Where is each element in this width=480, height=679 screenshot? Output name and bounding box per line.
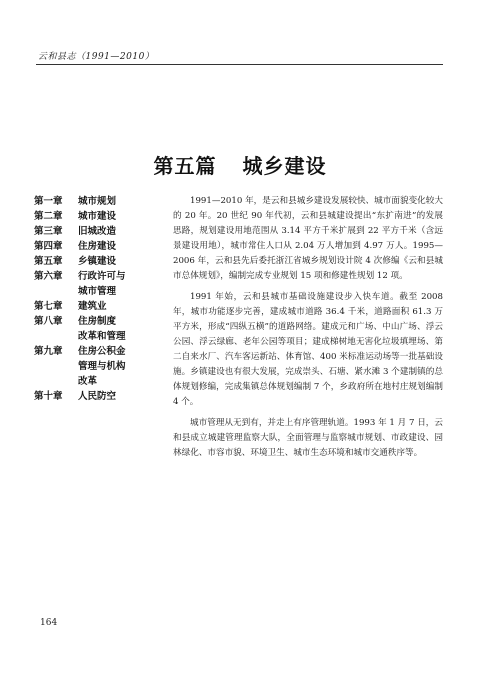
chapter-number (34, 329, 78, 344)
toc-row (34, 389, 174, 404)
toc-row (34, 239, 174, 254)
chapter-title: 管理与机构 (78, 361, 126, 372)
page-title (0, 150, 480, 179)
toc-row (34, 194, 174, 209)
chapter-number: 第九章 (34, 346, 63, 357)
chapter-title: 住房公积金 (78, 346, 126, 357)
toc-row (34, 359, 174, 374)
chapter-title: 住房建设 (78, 241, 117, 252)
toc-row (34, 314, 174, 329)
chapter-number: 第十章 (34, 391, 63, 402)
chapter-number: 第三章 (34, 226, 63, 237)
chapter-number: 第四章 (34, 241, 63, 252)
paragraph: 1991 年始，云和县城市基础设施建设步入快车道。截至 2008 年，城市功能逐步完善，建成城市道路 36.4 千米，道路面积 61.3 万平方米，形成“四纵五横”的道路网络。建成元和广场、中山广场、浮云公园、浮云绿廊、老年公园等项目；建成梯树地无害化垃圾填埋场、第二自来水厂、汽车客运新站、体育馆、400 米标准运动场等一批基础设施。乡镇建设也有很大发展，完成崇头、石塘、紧水滩 3 个建制镇的总体规划修编，完成集镇总体规划编制 7 个，乡政府所在地村庄规划编制 4 个。 (173, 292, 443, 407)
chapter-title: 城市管理 (78, 286, 117, 297)
toc-row (34, 329, 174, 344)
chapter-title: 住房制度 (78, 316, 117, 327)
header-rule (36, 64, 443, 65)
paragraph: 城市管理从无到有，并走上有序管理轨道。1993 年 1 月 7 日，云和县成立城建管理监察大队，全面管理与监察城市规划、市政建设、园林绿化、市容市貌、环境卫生、城市生态环境和城市交通秩序等。 (173, 418, 443, 458)
chapter-number (34, 359, 78, 374)
chapter-number: 第七章 (34, 301, 63, 312)
chapter-title: 人民防空 (78, 391, 117, 402)
part-number: 第五篇 (153, 154, 217, 178)
toc-row (34, 254, 174, 269)
chapter-title: 建筑业 (78, 301, 107, 312)
chapter-title: 改革 (78, 376, 98, 387)
chapter-number: 第一章 (34, 196, 63, 207)
toc-row (34, 284, 174, 299)
chapter-title: 旧城改造 (78, 226, 117, 237)
chapter-number: 第五章 (34, 256, 63, 267)
chapter-title: 城市规划 (78, 196, 117, 207)
toc-row (34, 269, 174, 284)
chapter-title: 行政许可与 (78, 271, 126, 282)
chapter-number (34, 284, 78, 299)
chapter-number: 第八章 (34, 316, 63, 327)
body-text (173, 194, 443, 467)
chapter-title: 城市建设 (78, 211, 117, 222)
chapter-title: 乡镇建设 (78, 256, 117, 267)
chapter-number: 第二章 (34, 211, 63, 222)
toc-row (34, 344, 174, 359)
chapter-title: 改革和管理 (78, 331, 126, 342)
chapter-list (34, 194, 174, 404)
page-number: 164 (40, 618, 58, 628)
toc-row (34, 299, 174, 314)
running-head: 云和县志（1991—2010） (38, 52, 155, 62)
paragraph: 1991—2010 年，是云和县城乡建设发展较快、城市面貌变化较大的 20 年。20 世纪 90 年代初，云和县城建设提出“东扩南进”的发展思路，规划建设用地范围从 3.14 平方千米扩展到 22 平方千米（含远景建设用地），城市常住人口从 2.04 万人增加到 4.97 万人。1995—2006 年，云和县先后委托浙江省城乡规划设计院 4 次修编《云和县城市总体规划》，编制完成专业规划 15 项和修建性规划 12 项。 (173, 196, 443, 281)
part-name: 城乡建设 (242, 154, 327, 178)
toc-row (34, 374, 174, 389)
toc-row (34, 209, 174, 224)
toc-row (34, 224, 174, 239)
chapter-number (34, 374, 78, 389)
chapter-number: 第六章 (34, 271, 63, 282)
